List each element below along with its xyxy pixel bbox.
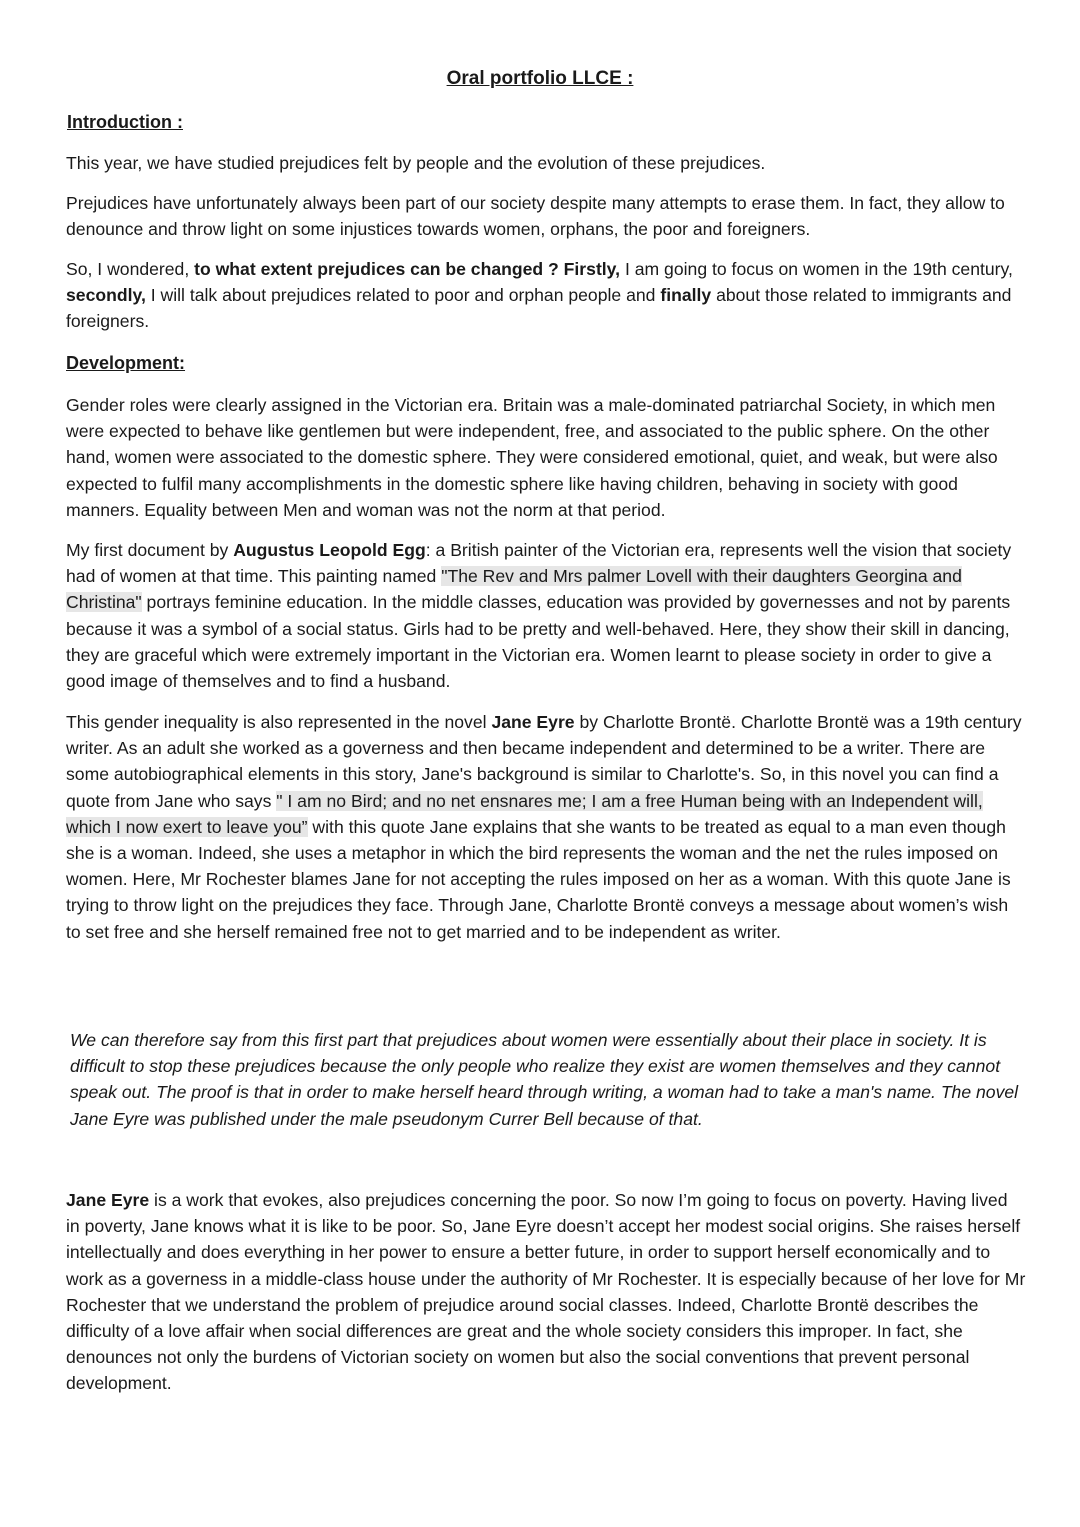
text-run: : a British painter of the Victorian era, represents well the vision that society had of women at that time. This painting named bbox=[66, 540, 1012, 587]
text-run: portrays feminine education. In the middle classes, education was provided by governesses and not by parents because it was a symbol of a social status. Girls had to be pretty and well-behaved. Here, they show their skill in dancing, they are graceful which were extremely important in the Victorian era. Women learnt to please society in order to give a good image of themselves and to find a husband. bbox=[66, 592, 1011, 692]
text-run: is a work that evokes, also prejudices concerning the poor. So now I’m going to focus on poverty. Having lived in poverty, Jane knows what it is like to be poor. So, Jane Eyre doesn’t accept her modest social origins. She raises herself intellectually and does everything in her power to ensure a better future, in order to support herself economically and to work as a governess in a middle-class house under the authority of Mr Rochester. It is especially because of her love for Mr Rochester that we understand the problem of prejudice around social classes. Indeed, Charlotte Brontë describes the difficulty of a love affair when social differences are great and the whole society considers this improper. In fact, she denounces not only the burdens of Victorian society on women but also the social conventions that prevent personal development. bbox=[66, 1190, 1026, 1394]
development-paragraph-2 bbox=[66, 537, 1026, 694]
introduction-heading: Introduction : bbox=[67, 112, 183, 132]
intro-paragraph-2: Prejudices have unfortunately always been part of our society despite many attempts to erase them. In fact, they allow to denounce and throw light on some injustices towards women, orphans, the poor and foreigners. bbox=[66, 193, 1005, 240]
text-run: by Charlotte Brontë. Charlotte Brontë was a 19th century writer. As an adult she worked as a governess and then became independent and determined to be a writer. There are some autobiographical elements in this story, Jane's background is similar to Charlotte's. So, in this novel you can find a quote from Jane who says bbox=[66, 712, 1022, 811]
development-paragraph-1: Gender roles were clearly assigned in the Victorian era. Britain was a male-dominated patriarchal Society, in which men were expected to behave like gentlemen but were independent, free, and associated to the public sphere. On the other hand, women were associated to the domestic sphere. They were considered emotional, quiet, and weak, but were also expected to fulfil many accomplishments in the domestic sphere like having children, behaving in society with good manners. Equality between Men and woman was not the norm at that period. bbox=[66, 395, 998, 520]
text-run: about those related to immigrants and foreigners. bbox=[66, 285, 1012, 332]
text-run: My first document by bbox=[66, 540, 234, 560]
highlighted-quote: " I am no Bird; and no net ensnares me; I am a free Human being with an Independent will, which I now exert to leave you” bbox=[66, 790, 983, 837]
text-run: This gender inequality is also represented in the novel bbox=[66, 712, 492, 732]
development-heading: Development: bbox=[66, 353, 186, 373]
intro-paragraph-1: This year, we have studied prejudices felt by people and the evolution of these prejudices. bbox=[66, 153, 766, 173]
bold-run: finally bbox=[660, 285, 712, 306]
conclusion-paragraph: We can therefore say from this first part that prejudices about women were essentially about their place in society. It is difficult to stop these prejudices because the only people who realize they exist are women themselves and they cannot speak out. The proof is that in order to make herself heard through writing, a woman had to take a man's name. The novel Jane Eyre was published under the male pseudonym Currer Bell because of that. bbox=[70, 1030, 1019, 1129]
document-title: Oral portfolio LLCE : bbox=[446, 68, 634, 89]
text-run: I will talk about prejudices related to poor and orphan people and bbox=[145, 285, 661, 306]
bold-run: Jane Eyre bbox=[66, 1190, 150, 1210]
text-run: I am going to focus on women in the 19th century, bbox=[620, 259, 1013, 279]
bold-run: Augustus Leopold Egg bbox=[233, 540, 426, 560]
development-paragraph-3 bbox=[66, 709, 1026, 945]
bold-run: Jane Eyre bbox=[491, 712, 575, 732]
text-run: with this quote Jane explains that she wants to be treated as equal to a man even though she is a woman. Indeed, she uses a metaphor in which the bird represents the woman and the net the rules imposed on women. Here, Mr Rochester blames Jane for not accepting the rules imposed on her as a woman. With this quote Jane is trying to throw light on the prejudices they face. Through Jane, Charlotte Brontë conveys a message about women’s wish to set free and she herself remained free not to get married and to be independent as writer. bbox=[66, 816, 1011, 942]
highlighted-painting-title: "The Rev and Mrs palmer Lovell with their daughters Georgina and Christina" bbox=[66, 566, 962, 613]
poverty-paragraph bbox=[66, 1187, 1026, 1397]
bold-run: secondly, bbox=[66, 285, 146, 306]
intro-paragraph-3 bbox=[66, 256, 1026, 335]
text-run: So, I wondered, bbox=[66, 259, 195, 279]
bold-run: to what extent prejudices can be changed ? Firstly, bbox=[194, 259, 621, 279]
